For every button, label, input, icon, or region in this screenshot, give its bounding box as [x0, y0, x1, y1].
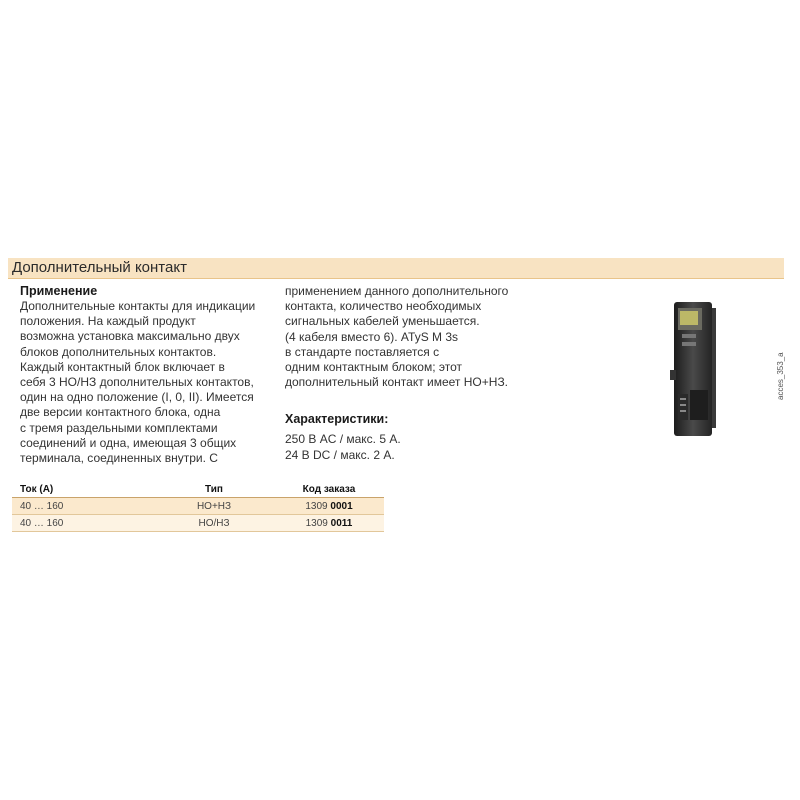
section-title-bar	[8, 258, 784, 279]
table-row	[12, 515, 384, 532]
cell-type: НО/НЗ	[198, 517, 230, 529]
application-left-column	[20, 284, 270, 466]
characteristic-item: 24 В DC / макс. 2 А.	[285, 448, 395, 462]
header-type: Тип	[205, 483, 223, 495]
code-prefix: 1309	[305, 500, 331, 512]
characteristic-item: 250 В AC / макс. 5 А.	[285, 432, 401, 446]
cell-order-code	[274, 518, 384, 529]
code-suffix: 0011	[330, 517, 353, 529]
cell-current: 40 … 160	[20, 517, 64, 529]
characteristics-heading: Характеристики:	[285, 412, 389, 426]
table-header	[12, 481, 384, 498]
section-title: Дополнительный контакт	[12, 259, 187, 276]
order-table	[12, 481, 384, 532]
code-prefix: 1309	[305, 517, 331, 529]
image-code-label: acces_353_a	[776, 352, 785, 400]
characteristics-list	[285, 431, 401, 463]
cell-type: НО+НЗ	[196, 500, 232, 512]
auxiliary-contact-product-image	[664, 298, 720, 438]
application-right-column	[285, 284, 545, 390]
application-heading: Применение	[20, 284, 98, 298]
application-text-left: Дополнительные контакты для индикации положения. На каждый продукт возможна установка максимально двух блоков дополнительных контактов. Каждый контактный блок включает в себя 3 НО/НЗ дополнительных контактов, один на одно положение (I, 0, II). Имеется две версии контактного блока, одна с тремя раздельными комплектами соединений и одна, имеющая 3 общих терминала, соединенных внутри. С	[20, 299, 256, 466]
code-suffix: 0001	[330, 500, 353, 512]
header-current: Ток (A)	[20, 483, 54, 495]
cell-order-code	[274, 501, 384, 512]
header-order-code: Код заказа	[302, 483, 356, 495]
table-row	[12, 498, 384, 515]
cell-current: 40 … 160	[20, 500, 64, 512]
application-text-right: применением данного дополнительного контакта, количество необходимых сигнальных кабелей уменьшается. (4 кабеля вместо 6). ATyS M 3s в стандарте поставляется с одним контактным блоком; этот дополнительный контакт имеет НО+НЗ.	[285, 284, 509, 390]
